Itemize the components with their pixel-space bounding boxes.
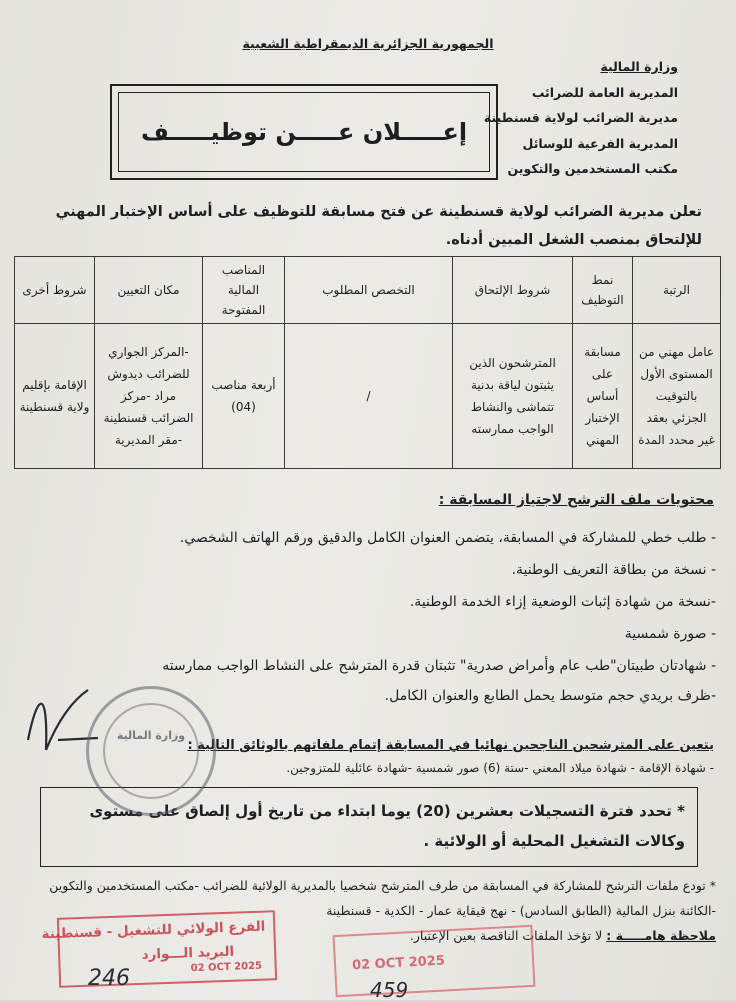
- column-header: شروط الإلتحاق: [453, 257, 573, 324]
- final-docs-text: - شهادة الإقامة - شهادة ميلاد المعني -ستة (6) صور شمسية -شهادة عائلية للمتزوجين.: [286, 761, 714, 775]
- requirement-item: -نسخة من شهادة إثبات الوضعية إزاء الخدمة الوطنية.: [409, 594, 716, 610]
- final-docs-title: يتعين على المترشحين الناجحين نهائيا في المسابقة إتمام ملفاتهم بالوثائق التالية :: [187, 738, 714, 753]
- stamp-inner-ring: [103, 703, 199, 799]
- requirement-item: - شهادتان طبيتان"طب عام وأمراض صدرية" تثبتان قدرة المترشح على النشاط الواجب ممارسته: [162, 658, 716, 674]
- stamp-text: وزارة المالية: [116, 729, 186, 742]
- column-header: التخصص المطلوب: [285, 257, 453, 324]
- stamp-date: 02 OCT 2025: [190, 960, 263, 975]
- requirement-item: - طلب خطي للمشاركة في المسابقة، يتضمن العنوان الكامل والدقيق ورقم الهاتف الشخصي.: [179, 530, 716, 546]
- deposit-note: * تودع ملفات الترشح للمشاركة في المسابقة من طرف المترشح شخصيا بالمديرية الولائية للضرائب -مكتب المستخدمين والتكوين -الكائنة بنزل المالية (الطابق السادس) - نهج قيقاية عمار - الكدية - قسنطينة: [49, 878, 716, 918]
- table-header-row: [15, 257, 721, 324]
- column-header: شروط أخرى: [15, 257, 95, 324]
- remark-label: ملاحظة هامـــــة :: [606, 928, 716, 943]
- stamp-line: الفرع الولائي للتشغيل - قسنطينة: [41, 918, 266, 943]
- positions-table: [14, 256, 721, 469]
- column-header: نمط التوظيف: [573, 257, 633, 324]
- stamp-date: 02 OCT 2025: [351, 953, 446, 974]
- contents-title: محتويات ملف الترشح لاجتياز المسابقة :: [438, 492, 714, 508]
- ministry-line: وزارة المالية: [600, 59, 678, 74]
- stamp-line: البريد الـــوارد: [141, 943, 235, 963]
- republic-header: الجمهورية الجزائرية الديمقراطية الشعبية: [242, 36, 494, 51]
- remark-text: لا تؤخذ الملفات الناقصة بعين الإعتبار.: [409, 928, 603, 943]
- registration-number: 459: [370, 978, 409, 1002]
- registration-note: * تحدد فترة التسجيلات بعشرين (20) يوما ابتداء من تاريخ أول إلصاق على مستوى وكالات التشغيل المحلية أو الولائية .: [40, 787, 698, 867]
- cell-specialty: /: [285, 324, 453, 469]
- intro-paragraph: تعلن مديرية الضرائب لولاية قسنطينة عن فتح مسابقة للتوظيف على أساس الإختبار المهني للإلتحاق بمنصب الشغل المبين أدناه.: [55, 204, 702, 248]
- title-box: [110, 84, 498, 180]
- column-header: مكان التعيين: [95, 257, 203, 324]
- column-header: الرتبة: [633, 257, 721, 324]
- column-header: المناصب المالية المفتوحة: [203, 257, 285, 324]
- ministry-line: المديرية الفرعية للوسائل: [522, 135, 678, 151]
- cell-other-conditions: الإقامة بإقليم ولاية قسنطينة: [15, 324, 95, 469]
- announcement-title: إعـــــلان عـــــن توظيـــــف: [118, 92, 490, 172]
- incoming-mail-stamp: [333, 925, 536, 997]
- cell-rank: عامل مهني من المستوى الأول بالتوقيت الجزئي بعقد غير محدد المدة: [633, 324, 721, 469]
- table-row: [15, 324, 721, 469]
- ministry-line: المديرية العامة للضرائب: [531, 84, 678, 100]
- cell-open-positions: أربعة مناصب (04): [203, 324, 285, 469]
- requirement-item: - نسخة من بطاقة التعريف الوطنية.: [511, 562, 716, 578]
- cell-recruitment-mode: مسابقة على أساس الإختبار المهني: [573, 324, 633, 469]
- requirement-item: -ظرف بريدي حجم متوسط يحمل الطابع والعنوان الكامل.: [384, 688, 716, 704]
- ministry-line: مكتب المستخدمين والتكوين: [507, 161, 678, 176]
- ministry-line: مديرية الضرائب لولاية قسنطينة: [483, 110, 678, 125]
- cell-conditions: المترشحون الذين يثبتون لياقة بدنية تتماشى والنشاط الواجب ممارسته: [453, 324, 573, 469]
- registration-number: 246: [88, 966, 130, 991]
- cell-assignment-place: -المركز الجواري للضرائب ديدوش مراد -مركز الضرائب قسنطينة -مقر المديرية: [95, 324, 203, 469]
- requirement-item: - صورة شمسية: [624, 626, 716, 642]
- ministry-round-stamp: [86, 686, 216, 816]
